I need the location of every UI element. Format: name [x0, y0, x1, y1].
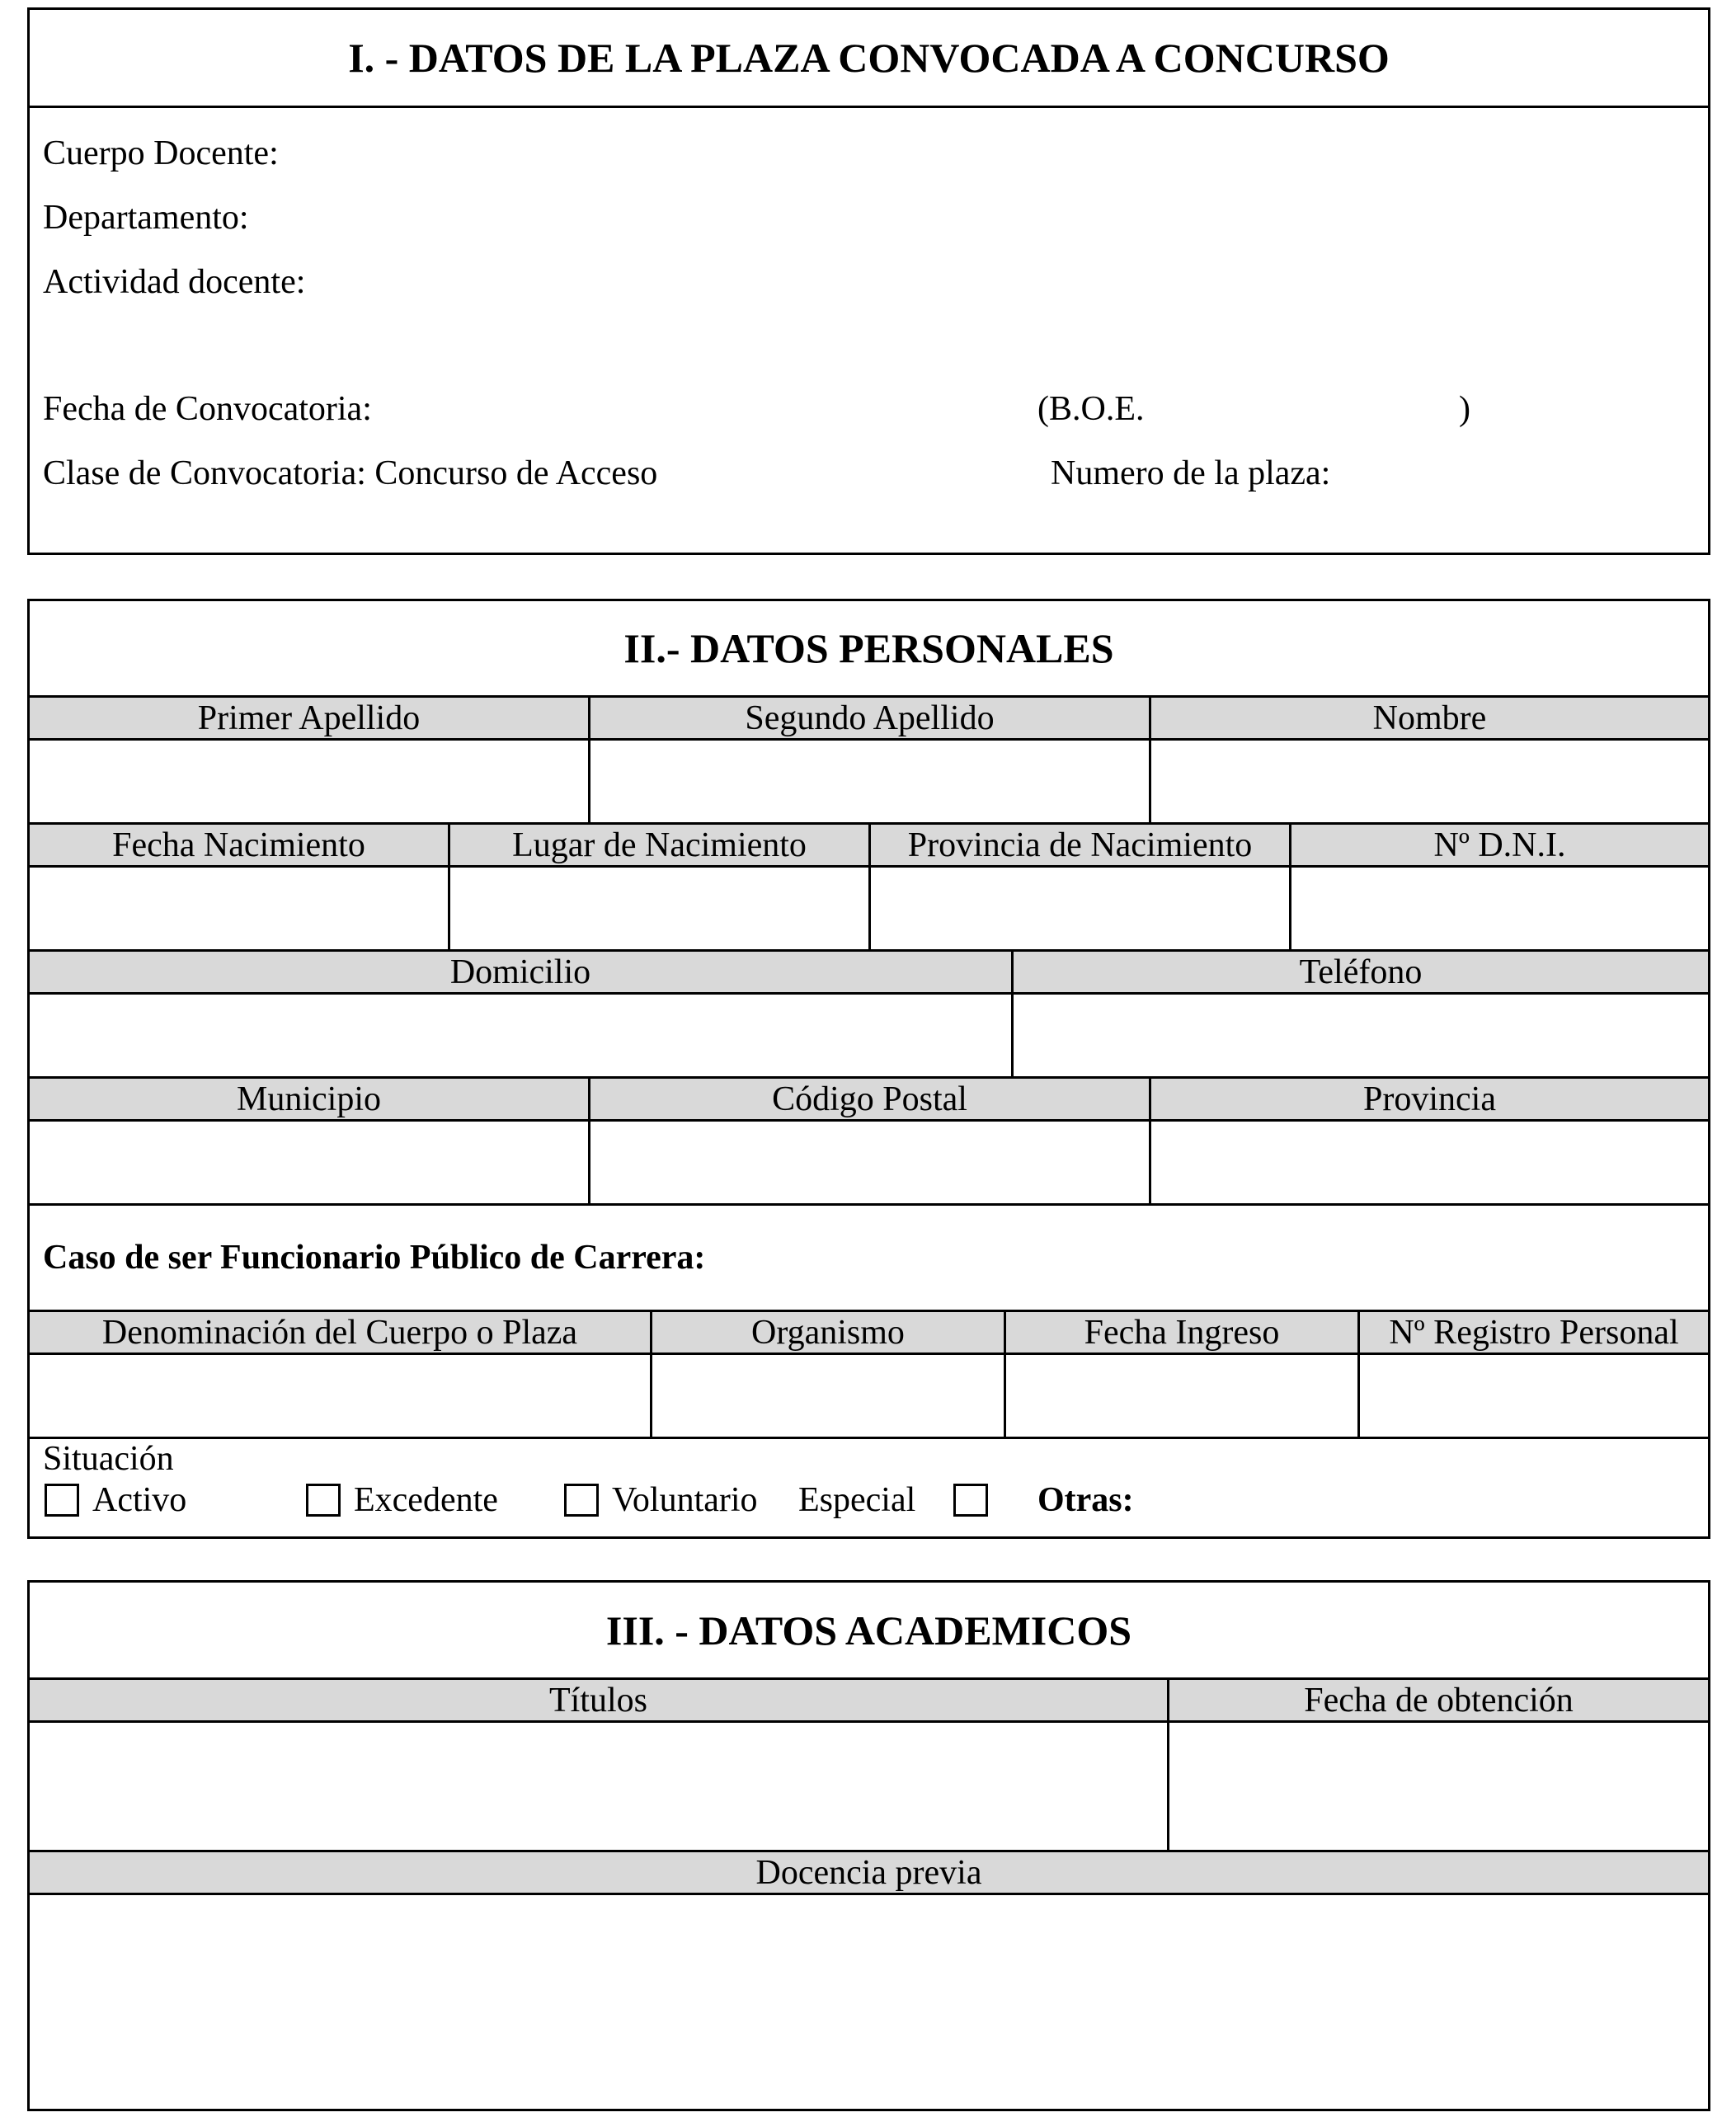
telefono-field[interactable] — [1014, 995, 1708, 1076]
dni-field[interactable] — [1291, 868, 1708, 949]
header-row-nombre — [30, 698, 1708, 741]
section-datos-academicos — [27, 1580, 1710, 2111]
primer-apellido-header: Primer Apellido — [30, 698, 590, 738]
excedente-label: Excedente — [354, 1481, 498, 1519]
value-row-domicilio — [30, 995, 1708, 1079]
cuerpo-docente-label: Cuerpo Docente: — [43, 134, 279, 172]
fecha-nacimiento-field[interactable] — [30, 868, 450, 949]
excedente-checkbox[interactable] — [306, 1484, 341, 1517]
header-row-domicilio — [30, 952, 1708, 995]
value-row-nombre — [30, 741, 1708, 825]
municipio-field[interactable] — [30, 1122, 590, 1203]
voluntario-checkbox[interactable] — [564, 1484, 599, 1517]
docencia-previa-field[interactable] — [30, 1895, 1708, 2105]
codigo-postal-field[interactable] — [590, 1122, 1151, 1203]
section-2-title: II.- DATOS PERSONALES — [30, 601, 1708, 698]
header-row-funcionario — [30, 1312, 1708, 1355]
voluntario-label: Voluntario — [612, 1481, 758, 1519]
activo-checkbox[interactable] — [45, 1484, 79, 1517]
titulos-field[interactable] — [30, 1723, 1169, 1850]
nombre-field[interactable] — [1151, 741, 1708, 822]
provincia-nacimiento-header: Provincia de Nacimiento — [871, 825, 1291, 865]
section-plaza-convocada — [27, 7, 1710, 555]
nombre-header: Nombre — [1372, 699, 1487, 737]
docencia-previa-header: Docencia previa — [755, 1854, 982, 1892]
boe-close-label: ) — [1459, 390, 1470, 428]
especial-label: Especial — [798, 1481, 916, 1519]
registro-personal-header: Nº Registro Personal — [1389, 1314, 1679, 1352]
value-row-docencia — [30, 1895, 1708, 2105]
clase-convocatoria-label: Clase de Convocatoria: Concurso de Acceso — [43, 454, 658, 492]
provincia-nacimiento-field[interactable] — [871, 868, 1291, 949]
situacion-label: Situación — [43, 1440, 174, 1478]
actividad-docente-label: Actividad docente: — [43, 263, 306, 301]
section-1-title: I. - DATOS DE LA PLAZA CONVOCADA A CONCURSO — [30, 10, 1708, 108]
header-row-nacimiento — [30, 825, 1708, 868]
segundo-apellido-header: Segundo Apellido — [590, 698, 1151, 738]
header-row-municipio — [30, 1079, 1708, 1122]
header-row-titulos — [30, 1680, 1708, 1723]
value-row-titulos — [30, 1723, 1708, 1852]
otras-label: Otras: — [1037, 1481, 1134, 1519]
denominacion-field[interactable] — [30, 1355, 652, 1437]
fecha-obtencion-field[interactable] — [1169, 1723, 1708, 1850]
especial-checkbox[interactable] — [953, 1484, 988, 1517]
value-row-municipio — [30, 1122, 1708, 1206]
titulos-header: Títulos — [30, 1680, 1169, 1720]
segundo-apellido-field[interactable] — [590, 741, 1151, 822]
fecha-nacimiento-header: Fecha Nacimiento — [30, 825, 450, 865]
boe-open-label: (B.O.E. — [1037, 390, 1145, 428]
value-row-funcionario — [30, 1355, 1708, 1439]
telefono-header: Teléfono — [1299, 953, 1423, 991]
fecha-ingreso-field[interactable] — [1006, 1355, 1360, 1437]
situacion-row — [30, 1439, 1708, 1522]
dni-header: Nº D.N.I. — [1433, 826, 1566, 864]
fecha-ingreso-header: Fecha Ingreso — [1006, 1312, 1360, 1353]
provincia-field[interactable] — [1151, 1122, 1708, 1203]
registro-personal-field[interactable] — [1360, 1355, 1708, 1437]
section-3-title: III. - DATOS ACADEMICOS — [30, 1583, 1708, 1680]
codigo-postal-header: Código Postal — [590, 1079, 1151, 1119]
activo-label: Activo — [92, 1481, 187, 1519]
lugar-nacimiento-field[interactable] — [450, 868, 871, 949]
domicilio-field[interactable] — [30, 995, 1014, 1076]
fecha-convocatoria-label: Fecha de Convocatoria: — [43, 390, 372, 428]
numero-plaza-label: Numero de la plaza: — [1051, 454, 1331, 492]
fecha-obtencion-header: Fecha de obtención — [1304, 1682, 1574, 1719]
organismo-field[interactable] — [652, 1355, 1006, 1437]
municipio-header: Municipio — [30, 1079, 590, 1119]
domicilio-header: Domicilio — [30, 952, 1014, 992]
primer-apellido-field[interactable] — [30, 741, 590, 822]
lugar-nacimiento-header: Lugar de Nacimiento — [450, 825, 871, 865]
header-row-docencia — [30, 1852, 1708, 1895]
denominacion-header: Denominación del Cuerpo o Plaza — [30, 1312, 652, 1353]
departamento-label: Departamento: — [43, 199, 249, 237]
value-row-nacimiento — [30, 868, 1708, 952]
organismo-header: Organismo — [652, 1312, 1006, 1353]
funcionario-heading: Caso de ser Funcionario Público de Carrera: — [30, 1206, 1708, 1312]
section-datos-personales — [27, 599, 1710, 1539]
provincia-header: Provincia — [1363, 1080, 1496, 1118]
